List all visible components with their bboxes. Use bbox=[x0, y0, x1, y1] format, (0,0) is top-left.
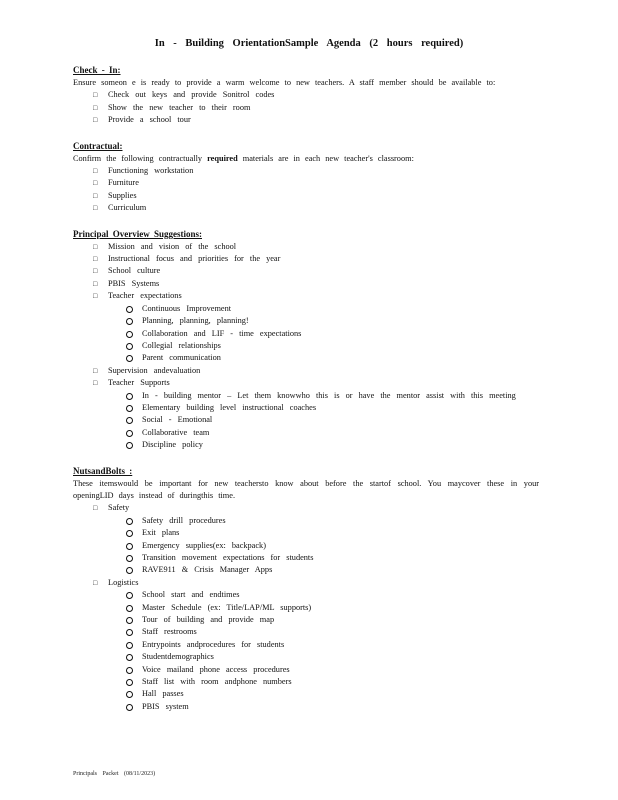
circle-bullet-icon bbox=[126, 605, 133, 612]
list-item: □ Check out keys and provide Sonitrol codes bbox=[93, 89, 539, 101]
sub-list bbox=[108, 303, 539, 365]
section-principal-overview bbox=[73, 227, 539, 452]
section-heading: Contractual: bbox=[73, 140, 123, 151]
circle-bullet-icon bbox=[126, 555, 133, 562]
circle-bullet-icon bbox=[126, 642, 133, 649]
sub-list bbox=[108, 589, 539, 713]
bullet-icon: □ bbox=[93, 578, 98, 587]
page-footer: Principals Packet (08/11/2023) bbox=[73, 771, 156, 777]
bullet-icon: □ bbox=[93, 91, 98, 100]
sub-list-item: Safety drill procedures bbox=[126, 515, 539, 527]
bullet-icon: □ bbox=[93, 242, 98, 251]
list-item: □ Logistics School start and endtimes Master Schedule (ex: Title/LAP/ML supports) Tour of building and provide map Staff restrooms Entrypoints andprocedures for students Studentdemographics Voice mailand phone access procedures Staff list with room andphone numbers Hall passes PBIS system bbox=[93, 577, 539, 713]
sub-list-item: Hall passes bbox=[126, 688, 539, 700]
section-nuts-and-bolts bbox=[73, 464, 539, 714]
circle-bullet-icon bbox=[126, 306, 133, 313]
section-paragraph: Confirm the following contractually required materials are in each new teacher's classroom: bbox=[73, 153, 414, 163]
list-item: □ School culture bbox=[93, 265, 539, 277]
bullet-list bbox=[73, 89, 539, 126]
sub-list-item: Staff list with room andphone numbers bbox=[126, 676, 539, 688]
circle-bullet-icon bbox=[126, 704, 133, 711]
list-item: □ Functioning workstation bbox=[93, 165, 539, 177]
list-item: □ Curriculum bbox=[93, 202, 539, 214]
section-paragraph: Ensure someon e is ready to provide a warm welcome to new teachers. A staff member should be available to: bbox=[73, 78, 496, 87]
circle-bullet-icon bbox=[126, 442, 133, 449]
bullet-list bbox=[73, 165, 539, 215]
list-item: □ Teacher Supports In - building mentor – Let them knowwho this is or have the mentor assist with this meeting Elementary building level instructional coaches Social - Emotional Collaborative team Discipline policy bbox=[93, 377, 539, 451]
circle-bullet-icon bbox=[126, 691, 133, 698]
sub-list-item: Transition movement expectations for students bbox=[126, 552, 539, 564]
sub-list-item: In - building mentor – Let them knowwho this is or have the mentor assist with this meeting bbox=[126, 390, 539, 402]
circle-bullet-icon bbox=[126, 629, 133, 636]
sub-list-item: Collegial relationships bbox=[126, 340, 539, 352]
sub-list-item: Emergency supplies(ex: backpack) bbox=[126, 540, 539, 552]
sub-list-item: RAVE911 & Crisis Manager Apps bbox=[126, 564, 539, 576]
bullet-icon: □ bbox=[93, 103, 98, 112]
list-item: □ Show the new teacher to their room bbox=[93, 102, 539, 114]
sub-list-item: PBIS system bbox=[126, 701, 539, 713]
section-heading: Check - In: bbox=[73, 65, 121, 75]
sub-list-item: School start and endtimes bbox=[126, 589, 539, 601]
bullet-icon: □ bbox=[93, 204, 98, 213]
bullet-icon: □ bbox=[93, 366, 98, 375]
sub-list-item: Staff restrooms bbox=[126, 626, 539, 638]
circle-bullet-icon bbox=[126, 417, 133, 424]
sub-list-item: Tour of building and provide map bbox=[126, 614, 539, 626]
section-check-in bbox=[73, 63, 539, 127]
sub-list bbox=[108, 390, 539, 452]
section-contractual bbox=[73, 139, 539, 215]
circle-bullet-icon bbox=[126, 530, 133, 537]
section-heading: Principal Overview Suggestions: bbox=[73, 228, 202, 239]
list-item: □ Furniture bbox=[93, 177, 539, 189]
sub-list-item: Entrypoints andprocedures for students bbox=[126, 639, 539, 651]
list-item: □ Safety Safety drill procedures Exit plans Emergency supplies(ex: backpack) Transition movement expectations for students RAVE911 & Crisis Manager Apps bbox=[93, 502, 539, 576]
bullet-icon: □ bbox=[93, 191, 98, 200]
circle-bullet-icon bbox=[126, 654, 133, 661]
circle-bullet-icon bbox=[126, 543, 133, 550]
bullet-icon: □ bbox=[93, 379, 98, 388]
sub-list-item: Exit plans bbox=[126, 527, 539, 539]
page-title: In - Building OrientationSample Agenda (2 hours required) bbox=[154, 38, 464, 49]
circle-bullet-icon bbox=[126, 355, 133, 362]
circle-bullet-icon bbox=[126, 617, 133, 624]
sub-list-item: Voice mailand phone access procedures bbox=[126, 664, 539, 676]
circle-bullet-icon bbox=[126, 331, 133, 338]
sub-list-item: Continuous Improvement bbox=[126, 303, 539, 315]
bullet-icon: □ bbox=[93, 179, 98, 188]
sub-list-item: Studentdemographics bbox=[126, 651, 539, 663]
bullet-icon: □ bbox=[93, 267, 98, 276]
circle-bullet-icon bbox=[126, 567, 133, 574]
sub-list-item: Discipline policy bbox=[126, 439, 539, 451]
bullet-icon: □ bbox=[93, 255, 98, 264]
circle-bullet-icon bbox=[126, 667, 133, 674]
circle-bullet-icon bbox=[126, 318, 133, 325]
sub-list-item: Parent communication bbox=[126, 352, 539, 364]
sub-list bbox=[108, 515, 539, 577]
section-heading: NutsandBolts : bbox=[73, 465, 133, 476]
circle-bullet-icon bbox=[126, 393, 133, 400]
circle-bullet-icon bbox=[126, 405, 133, 412]
sub-list-item: Social - Emotional bbox=[126, 414, 539, 426]
list-item: □ Provide a school tour bbox=[93, 114, 539, 126]
list-item: □ Supplies bbox=[93, 190, 539, 202]
bullet-icon: □ bbox=[93, 116, 98, 125]
bullet-icon: □ bbox=[93, 279, 98, 288]
circle-bullet-icon bbox=[126, 343, 133, 350]
circle-bullet-icon bbox=[126, 518, 133, 525]
bullet-icon: □ bbox=[93, 504, 98, 513]
sub-list-item: Elementary building level instructional coaches bbox=[126, 402, 539, 414]
list-item: □ Teacher expectations Continuous Improvement Planning, planning, planning! Collaboration and LIF - time expectations Collegial relationships Parent communication bbox=[93, 290, 539, 364]
list-item: □ Supervision andevaluation bbox=[93, 365, 539, 377]
bullet-icon: □ bbox=[93, 292, 98, 301]
circle-bullet-icon bbox=[126, 679, 133, 686]
bullet-icon: □ bbox=[93, 167, 98, 176]
circle-bullet-icon bbox=[126, 592, 133, 599]
document-body bbox=[73, 63, 539, 725]
circle-bullet-icon bbox=[126, 430, 133, 437]
sub-list-item: Master Schedule (ex: Title/LAP/ML supports) bbox=[126, 602, 539, 614]
bullet-list bbox=[73, 502, 539, 713]
list-item: □ Mission and vision of the school bbox=[93, 241, 539, 253]
list-item: □ PBIS Systems bbox=[93, 278, 539, 290]
sub-list-item: Collaborative team bbox=[126, 427, 539, 439]
section-paragraph: These itemswould be important for new teachersto know about before the startof school. You maycover these in your openingLID days instead of duringthis time. bbox=[73, 478, 539, 500]
sub-list-item: Collaboration and LIF - time expectations bbox=[126, 328, 539, 340]
sub-list-item: Planning, planning, planning! bbox=[126, 315, 539, 327]
list-item: □ Instructional focus and priorities for the year bbox=[93, 253, 539, 265]
bullet-list bbox=[73, 241, 539, 452]
